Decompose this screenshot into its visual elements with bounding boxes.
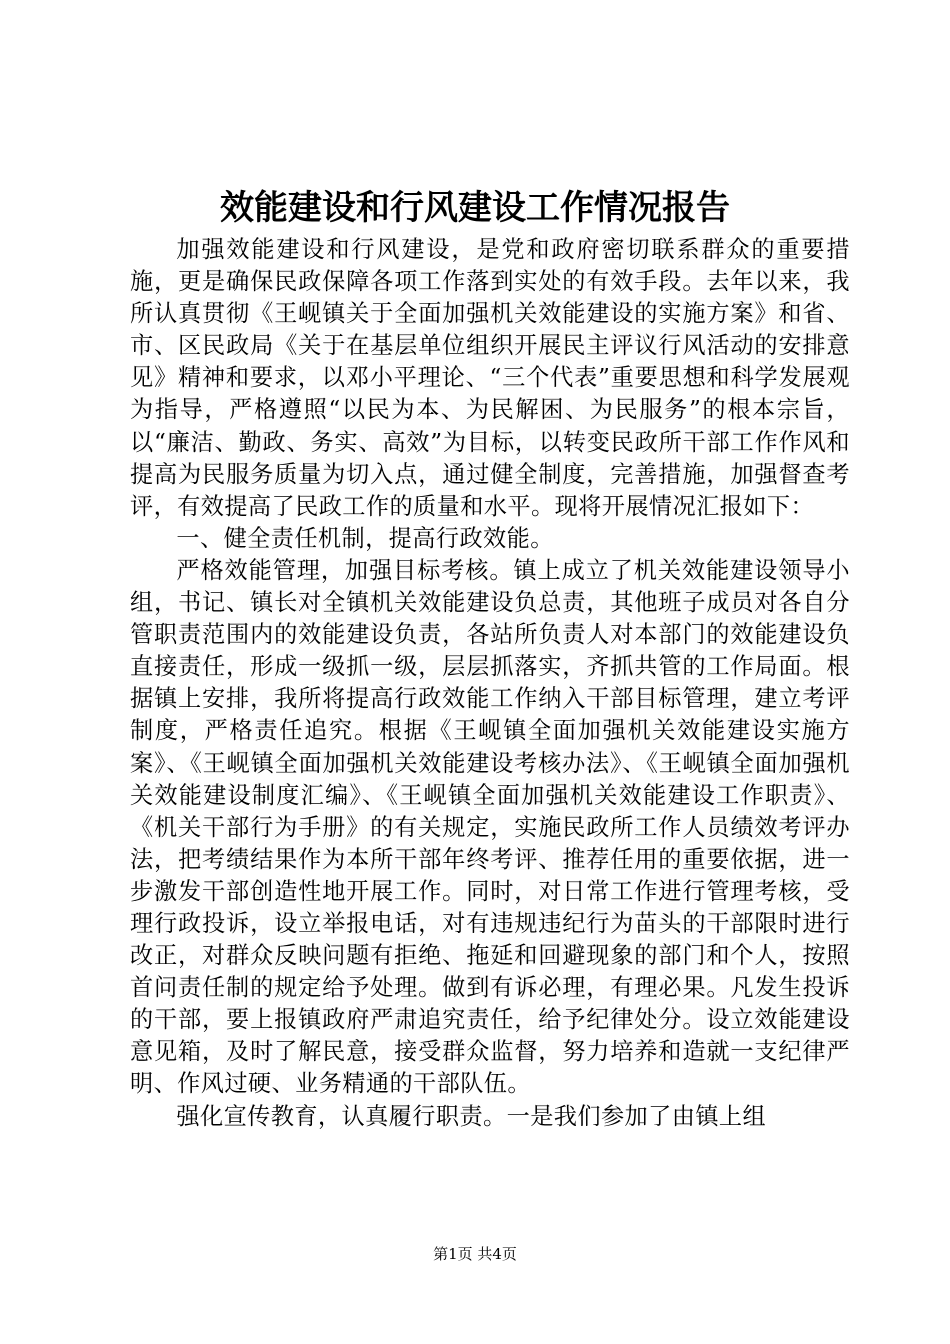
paragraph-intro: 加强效能建设和行风建设，是党和政府密切联系群众的重要措施，更是确保民政保障各项工作落到实处的有效手段。去年以来，我所认真贯彻《王岘镇关于全面加强机关效能建设的实施方案》和省、市、区民政局《关于在基层单位组织开展民主评议行风活动的安排意见》精神和要求，以邓小平理论、“三个代表”重要思想和科学发展观为指导，严格遵照“以民为本、为民解困、为民服务”的根本宗旨，以“廉洁、勤政、务实、高效”为目标，以转变民政所干部工作作风和提高为民服务质量为切入点，通过健全制度，完善措施，加强督查考评，有效提高了民政工作的质量和水平。现将开展情况汇报如下： — [130, 236, 850, 520]
page-footer: 第1页 共4页 — [433, 1245, 517, 1263]
paragraph-efficiency-management: 严格效能管理，加强目标考核。镇上成立了机关效能建设领导小组，书记、镇长对全镇机关效能建设负总责，其他班子成员对各自分管职责范围内的效能建设负责，各站所负责人对本部门的效能建设负直接责任，形成一级抓一级，层层抓落实，齐抓共管的工作局面。根据镇上安排，我所将提高行政效能工作纳入干部目标管理，建立考评制度，严格责任追究。根据《王岘镇全面加强机关效能建设实施方案》、《王岘镇全面加强机关效能建设考核办法》、《王岘镇全面加强机关效能建设制度汇编》、《王岘镇全面加强机关效能建设工作职责》、《机关干部行为手册》的有关规定，实施民政所工作人员绩效考评办法，把考绩结果作为本所干部年终考评、推荐任用的重要依据，进一步激发干部创造性地开展工作。同时，对日常工作进行管理考核，受理行政投诉，设立举报电话，对有违规违纪行为苗头的干部限时进行改正，对群众反映问题有拒绝、拖延和回避现象的部门和个人，按照首问责任制的规定给予处理。做到有诉必理，有理必果。凡发生投诉的干部，要上报镇政府严肃追究责任，给予纪律处分。设立效能建设意见箱，及时了解民意，接受群众监督，努力培养和造就一支纪律严明、作风过硬、业务精通的干部队伍。 — [130, 556, 850, 1098]
paragraph-publicity-education: 强化宣传教育，认真履行职责。一是我们参加了由镇上组 — [176, 1102, 767, 1130]
section-heading-1: 一、健全责任机制，提高行政效能。 — [176, 524, 554, 552]
document-body — [130, 234, 850, 1133]
document-title: 效能建设和行风建设工作情况报告 — [220, 188, 730, 228]
